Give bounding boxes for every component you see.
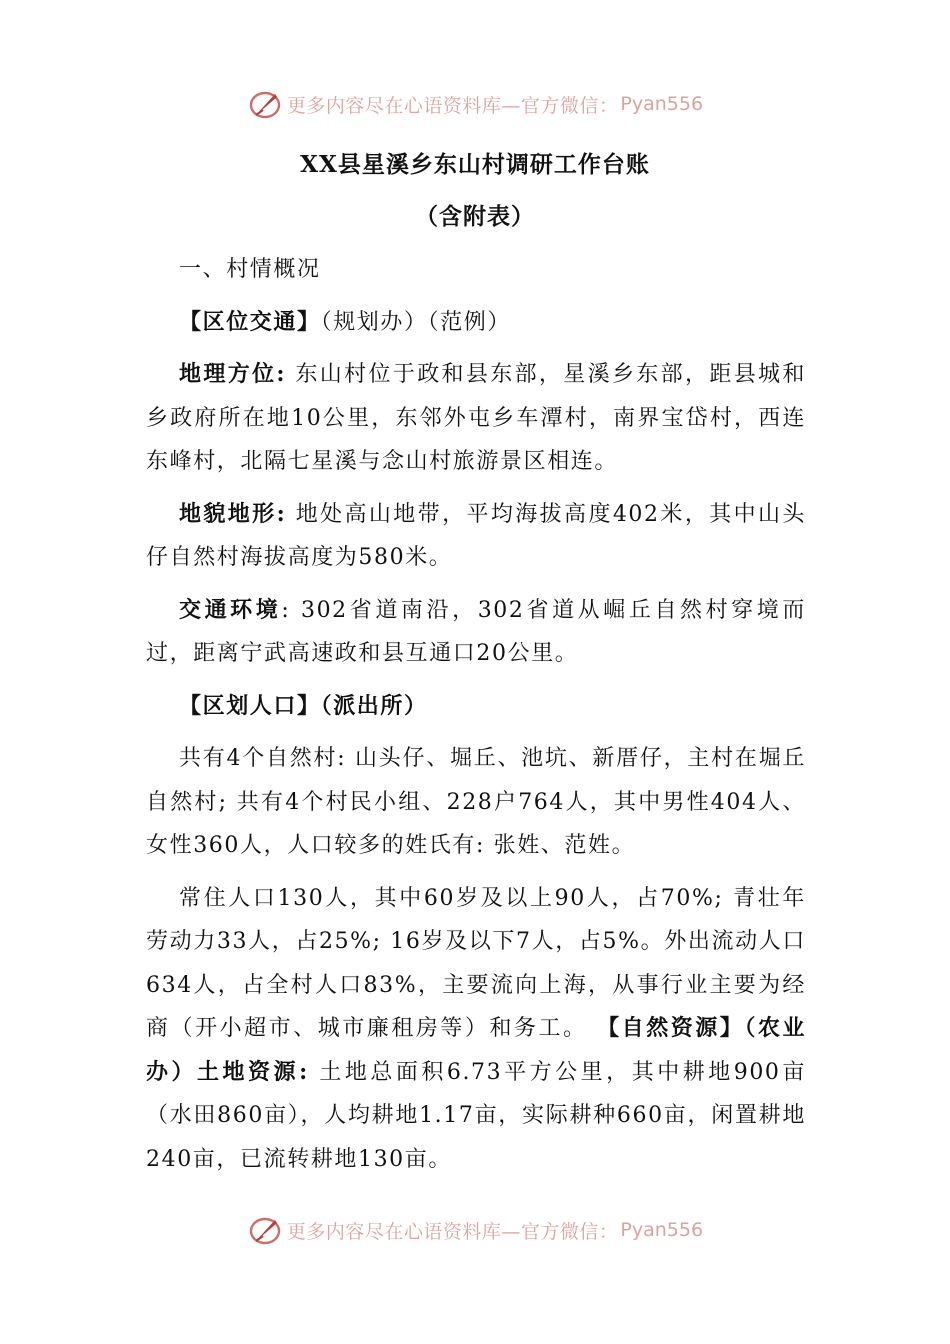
document-body: [146, 248, 806, 1190]
land-text: 土地总面积6.73平方公里，其中耕地900亩（水田860亩），人均耕地1.17亩，实际耕种660亩，闲置耕地240亩，已流转耕地130亩。: [146, 1059, 807, 1172]
watermark-id: Pyan556: [620, 1219, 704, 1241]
terrain-label: 地貌地形:: [179, 500, 287, 527]
quill-logo-icon: [247, 86, 283, 122]
land-label: 土地资源:: [197, 1058, 309, 1085]
traffic-paragraph: [146, 589, 806, 676]
location-note: （规划办）（范例）: [320, 309, 512, 335]
resources-heading: 【自然资源】（农业办）: [146, 1015, 806, 1085]
section-heading: 一、村情概况: [179, 257, 321, 282]
geo-paragraph: [146, 353, 806, 484]
terrain-text: 地处高山地带，平均海拔高度402米，其中山头仔自然村海拔高度为580米。: [146, 501, 806, 570]
geo-text: 东山村位于政和县东部，星溪乡东部，距县城和乡政府所在地10公里，东邻外屯乡车潭村，南界宝岱村，西连东峰村，北隔七星溪与念山村旅游景区相连。: [146, 362, 806, 474]
watermark-id: Pyan556: [620, 93, 704, 115]
population-paragraph-2: [146, 877, 806, 1182]
watermark-text: 更多内容尽在心语资料库—官方微信：: [286, 1220, 619, 1243]
geo-label: 地理方位:: [179, 361, 287, 387]
population-paragraph-1: 共有4个自然村: 山头仔、堀丘、池坑、新厝仔，主村在堀丘自然村; 共有4个村民小组、228户764人，其中男性404人、女性360人，人口较多的姓氏有: 张姓、范姓。: [146, 746, 806, 858]
terrain-paragraph: [146, 493, 806, 580]
traffic-text: : 302省道南沿，302省道从崛丘自然村穿境而过，距离宁武高速政和县互通口20公里。: [146, 597, 806, 666]
quill-logo-icon: [247, 1212, 283, 1248]
location-heading: 【区位交通】: [179, 308, 321, 335]
population-heading: 【区划人口】（派出所）: [179, 692, 428, 719]
document-subtitle: （含附表）: [415, 203, 535, 230]
document-title: XX县星溪乡东山村调研工作台账: [300, 151, 650, 178]
population-text-2: 常住人口130人，其中60岁及以上90人，占70%; 青壮年劳动力33人，占25%; 16岁及以下7人，占5%。外出流动人口634人，占全村人口83%，主要流向上海，从事行业主要为经商（开小超市、城市廉租房等）和务工。: [146, 885, 806, 1041]
traffic-label: 交通环境: [179, 596, 282, 623]
watermark-banner-top: [0, 84, 950, 124]
watermark-banner-bottom: [0, 1210, 950, 1250]
watermark-text: 更多内容尽在心语资料库—官方微信：: [286, 94, 619, 117]
location-heading-paragraph: [146, 301, 806, 345]
